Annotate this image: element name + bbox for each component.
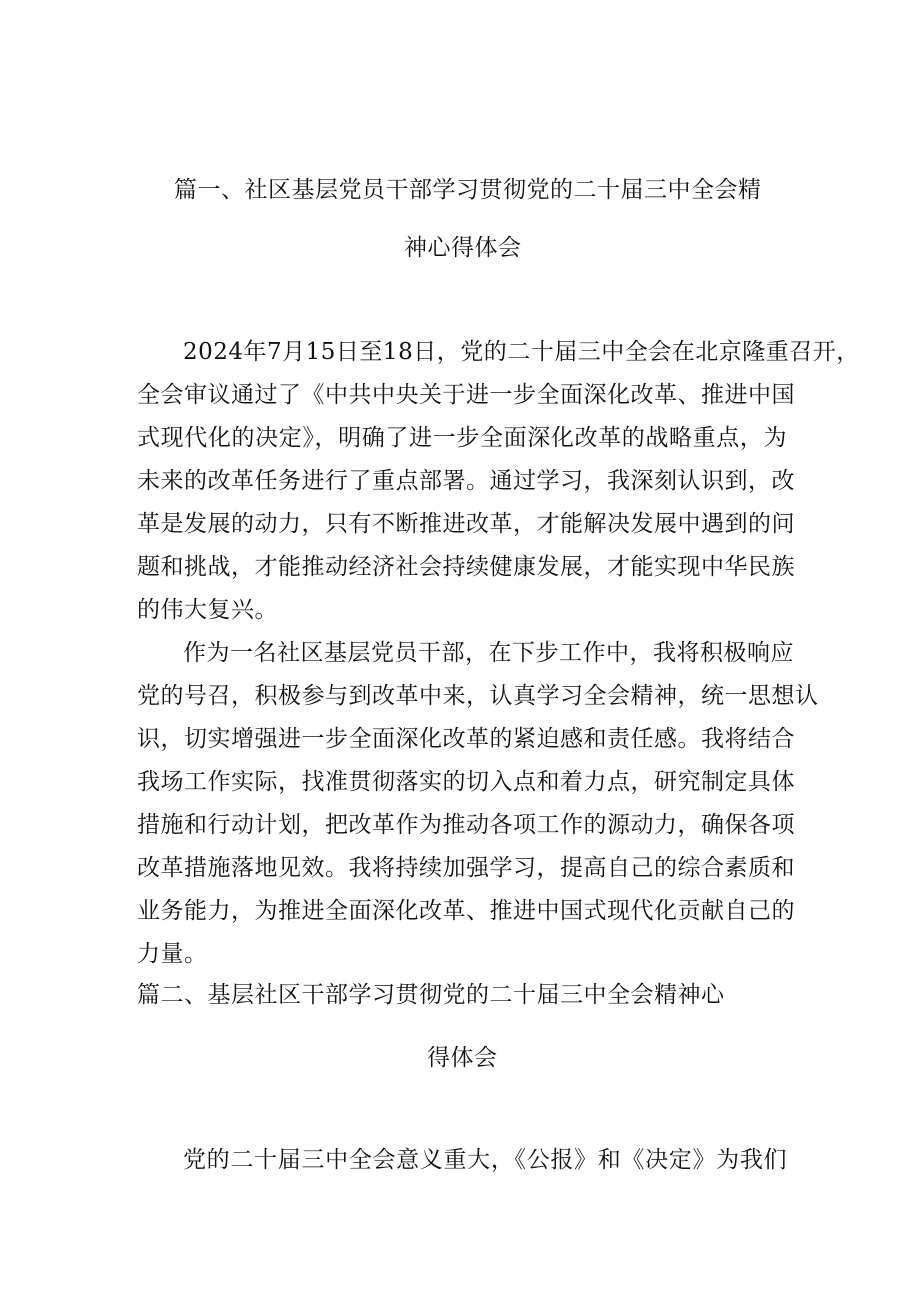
text-line: 业务能力，为推进全面深化改革、推进中国式现代化贡献自己的 — [137, 898, 795, 924]
section1-title-line2: 神心得体会 — [404, 235, 522, 261]
text-line: 的伟大复兴。 — [137, 597, 278, 623]
section1-title-line1: 篇一、社区基层党员干部学习贯彻党的二十届三中全会精 — [174, 177, 762, 203]
section2-title-line1: 篇二、基层社区干部学习贯彻党的二十届三中全会精神心 — [137, 982, 725, 1008]
text-line: 识，切实增强进一步全面深化改革的紧迫感和责任感。我将结合 — [137, 726, 795, 752]
text-line: 改革措施落地见效。我将持续加强学习，提高自己的综合素质和 — [137, 855, 795, 881]
text-line: 全会审议通过了《中共中央关于进一步全面深化改革、推进中国 — [137, 382, 795, 408]
text-line: 党的二十届三中全会意义重大，《公报》和《决定》为我们 — [183, 1147, 787, 1173]
section2-title-line2: 得体会 — [427, 1045, 498, 1071]
text-line: 作为一名社区基层党员干部，在下步工作中，我将积极响应 — [183, 640, 794, 666]
text-line: 措施和行动计划，把改革作为推动各项工作的源动力，确保各项 — [137, 812, 795, 838]
text-line: 党的号召，积极参与到改革中来，认真学习全会精神，统一思想认 — [137, 683, 819, 709]
text-line: 式现代化的决定》，明确了进一步全面深化改革的战略重点，为 — [137, 425, 787, 451]
text-line: 未来的改革任务进行了重点部署。通过学习，我深刻认识到，改 — [137, 468, 795, 494]
text-line: 力量。 — [137, 941, 208, 967]
text-line: 2024年7月15日至18日，党的二十届三中全会在北京隆重召开， — [183, 339, 860, 365]
text-line: 革是发展的动力，只有不断推进改革，才能解决发展中遇到的问 — [137, 511, 795, 537]
text-line: 题和挑战，才能推动经济社会持续健康发展，才能实现中华民族 — [137, 554, 795, 580]
text-line: 我场工作实际，找准贯彻落实的切入点和着力点，研究制定具体 — [137, 769, 795, 795]
